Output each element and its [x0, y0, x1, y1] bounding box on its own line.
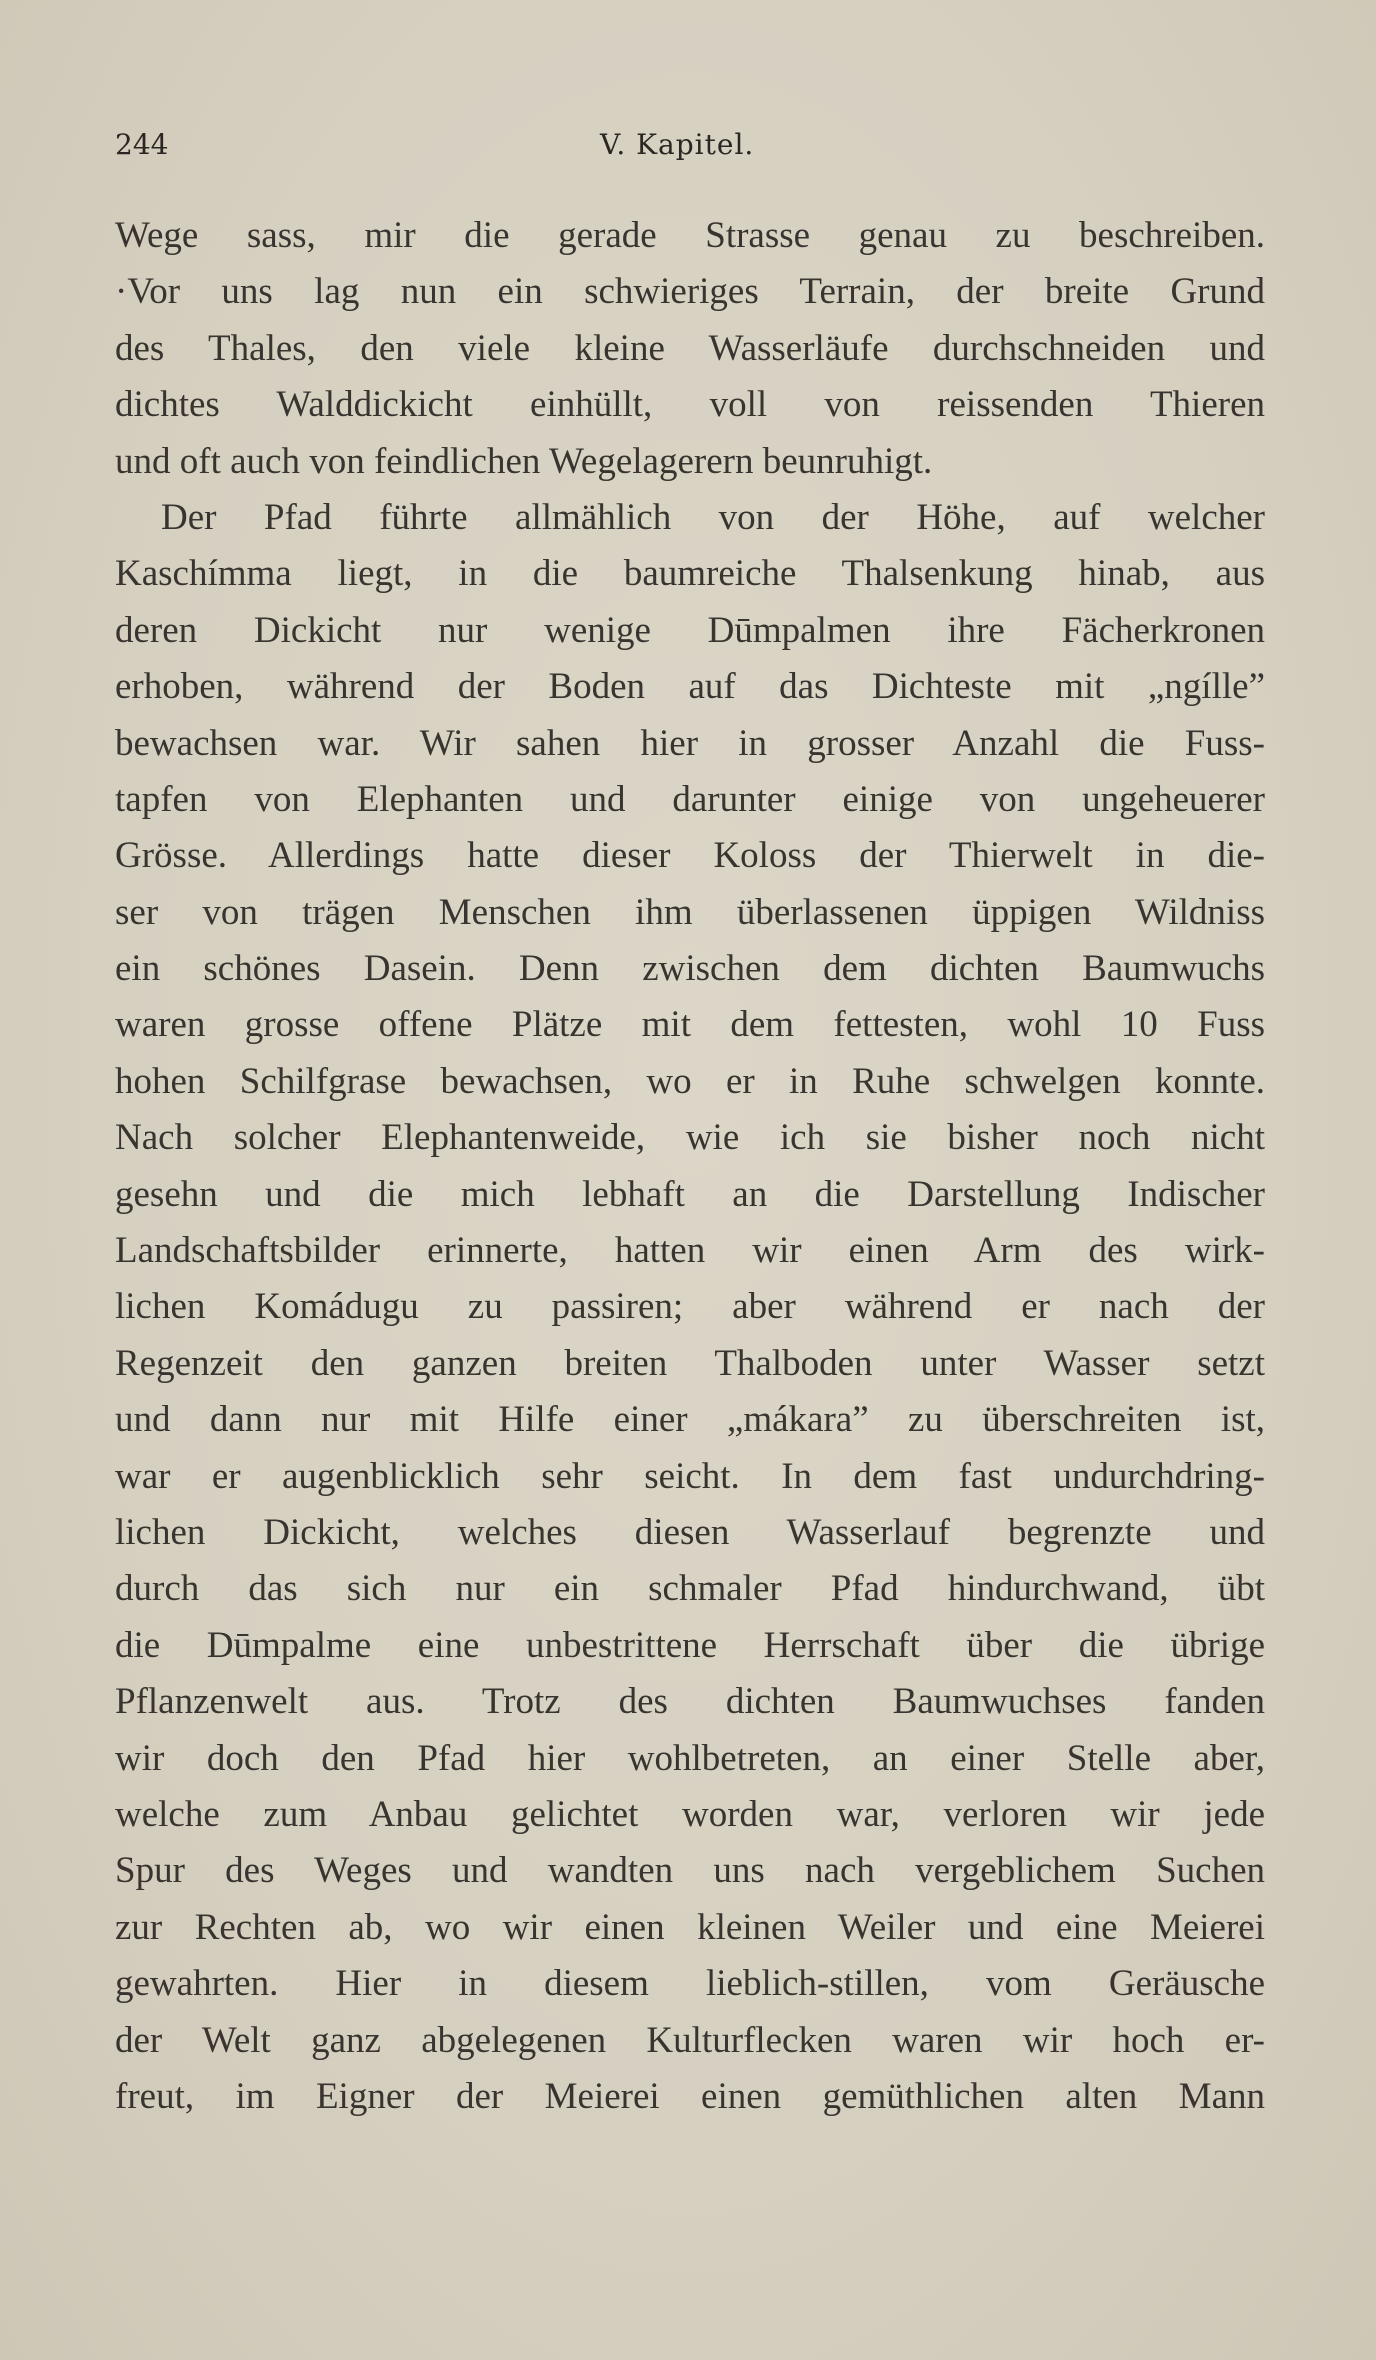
- text-line: war er augenblicklich sehr seicht. In dem fast undurchdring-: [115, 1455, 1265, 1497]
- text-line: hohen Schilfgrase bewachsen, wo er in Ruhe schwelgen konnte.: [115, 1060, 1265, 1102]
- text-line: ein schönes Dasein. Denn zwischen dem dichten Baumwuchs: [115, 948, 1265, 990]
- text-line: tapfen von Elephanten und darunter einige von ungeheuerer: [115, 778, 1265, 820]
- text-line: Landschaftsbilder erinnerte, hatten wir einen Arm des wirk-: [115, 1230, 1265, 1272]
- text-line: welche zum Anbau gelichtet worden war, verloren wir jede: [115, 1793, 1265, 1835]
- text-line: und oft auch von feindlichen Wegelagerern beunruhigt.: [115, 440, 933, 482]
- text-line: ·Vor uns lag nun ein schwieriges Terrain, der breite Grund: [115, 271, 1265, 313]
- text-line: lichen Dickicht, welches diesen Wasserlauf begrenzte und: [115, 1511, 1265, 1553]
- text-line: waren grosse offene Plätze mit dem fettesten, wohl 10 Fuss: [115, 1004, 1265, 1046]
- text-line: Pflanzenwelt aus. Trotz des dichten Baumwuchses fanden: [115, 1681, 1265, 1723]
- text-line: freut, im Eigner der Meierei einen gemüthlichen alten Mann: [115, 2075, 1265, 2117]
- text-line: gesehn und die mich lebhaft an die Darstellung Indischer: [115, 1173, 1265, 1215]
- text-line: Wege sass, mir die gerade Strasse genau zu beschreiben.: [115, 215, 1265, 256]
- text-line: Nach solcher Elephantenweide, wie ich sie bisher noch nicht: [115, 1117, 1265, 1159]
- text-line: ser von trägen Menschen ihm überlassenen üppigen Wildniss: [115, 891, 1265, 933]
- text-line: Spur des Weges und wandten uns nach vergeblichem Suchen: [115, 1850, 1265, 1892]
- text-line: zur Rechten ab, wo wir einen kleinen Weiler und eine Meierei: [115, 1906, 1265, 1948]
- text-line: erhoben, während der Boden auf das Dichteste mit „ngílle”: [115, 666, 1265, 708]
- text-line: dichtes Walddickicht einhüllt, voll von reissenden Thieren: [115, 384, 1265, 426]
- text-line: wir doch den Pfad hier wohlbetreten, an einer Stelle aber,: [115, 1737, 1265, 1779]
- text-line: lichen Komádugu zu passiren; aber während er nach der: [115, 1286, 1265, 1328]
- body-text: [115, 208, 1265, 2125]
- text-line: Grösse. Allerdings hatte dieser Koloss der Thierwelt in die-: [115, 835, 1265, 877]
- text-line: die Dūmpalme eine unbestrittene Herrschaft über die übrige: [115, 1624, 1265, 1666]
- text-line: und dann nur mit Hilfe einer „mákara” zu überschreiten ist,: [115, 1399, 1265, 1441]
- text-line: der Welt ganz abgelegenen Kulturflecken waren wir hoch er-: [115, 2019, 1265, 2061]
- text-line: Regenzeit den ganzen breiten Thalboden unter Wasser setzt: [115, 1342, 1265, 1384]
- text-line: des Thales, den viele kleine Wasserläufe durchschneiden und: [115, 327, 1265, 369]
- page-number: 244: [115, 128, 169, 161]
- text-line: Der Pfad führte allmählich von der Höhe, auf welcher: [161, 496, 1265, 538]
- text-line: deren Dickicht nur wenige Dūmpalmen ihre Fächerkronen: [115, 609, 1265, 651]
- chapter-title: V. Kapitel.: [600, 128, 755, 161]
- text-line: durch das sich nur ein schmaler Pfad hindurchwand, übt: [115, 1568, 1265, 1610]
- running-head: [115, 128, 1275, 168]
- text-line: Kaschímma liegt, in die baumreiche Thalsenkung hinab, aus: [115, 553, 1265, 595]
- text-line: bewachsen war. Wir sahen hier in grosser Anzahl die Fuss-: [115, 722, 1265, 764]
- text-line: gewahrten. Hier in diesem lieblich-stillen, vom Geräusche: [115, 1963, 1265, 2005]
